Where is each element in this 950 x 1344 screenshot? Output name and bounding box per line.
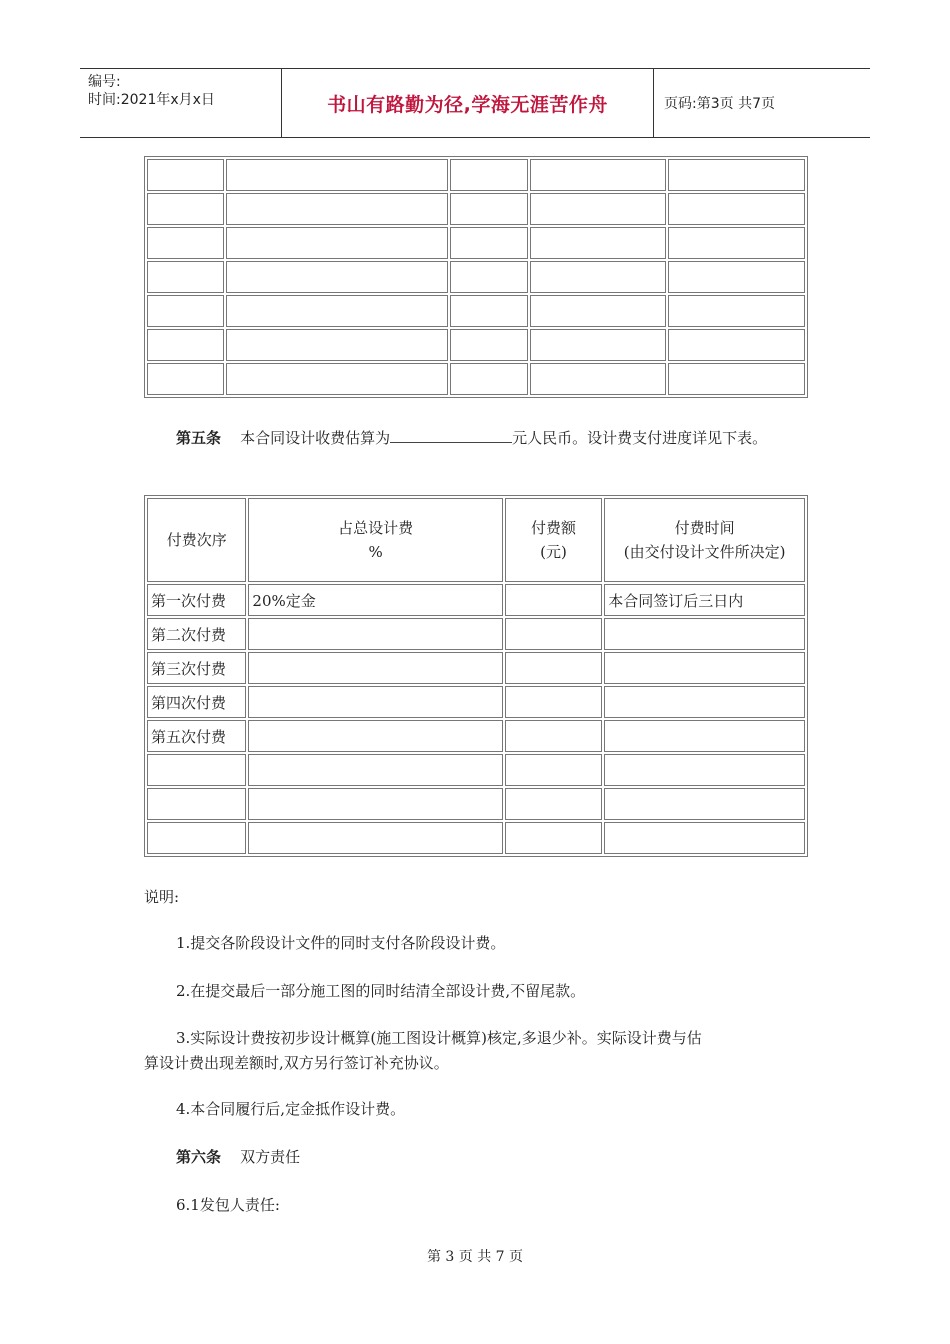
table-cell: 第四次付费 <box>147 686 246 718</box>
table-cell <box>530 261 667 293</box>
table-cell <box>450 159 527 191</box>
note-item-3-cont: 算设计费出现差额时,双方另行签订补充协议。 <box>144 1054 449 1072</box>
table-cell <box>668 363 805 395</box>
table-row <box>147 686 805 718</box>
article6-sub: 6.1发包人责任: <box>176 1196 280 1214</box>
article5-paragraph <box>176 427 767 449</box>
table-row <box>147 720 805 752</box>
article6-paragraph <box>176 1146 300 1168</box>
table-cell <box>450 295 527 327</box>
table-cell: 本合同签订后三日内 <box>604 584 805 616</box>
table-row <box>147 754 805 786</box>
table-cell <box>604 788 805 820</box>
table-cell <box>450 329 527 361</box>
table-cell <box>147 329 224 361</box>
table-cell <box>505 584 603 616</box>
header-meta <box>80 69 282 137</box>
table-cell <box>226 329 448 361</box>
note-item-2: 2.在提交最后一部分施工图的同时结清全部设计费,不留尾款。 <box>176 982 586 1000</box>
table-row <box>147 363 805 395</box>
table-cell: 第一次付费 <box>147 584 246 616</box>
table-cell <box>530 159 667 191</box>
table-cell <box>226 295 448 327</box>
table-cell <box>604 652 805 684</box>
table-cell <box>604 754 805 786</box>
table-cell <box>505 652 603 684</box>
page-header <box>80 68 870 138</box>
table-row <box>147 295 805 327</box>
header-cell-time <box>604 498 805 582</box>
time-label: 时间:2021年x月x日 <box>88 92 215 108</box>
table-row <box>147 227 805 259</box>
table-cell <box>226 227 448 259</box>
table-row <box>147 618 805 650</box>
table-cell <box>505 754 603 786</box>
table-row <box>147 159 805 191</box>
header-cell-percent-line1: 占总设计费 % <box>338 519 414 561</box>
table-cell <box>450 193 527 225</box>
payment-table <box>144 495 808 857</box>
table-cell <box>147 261 224 293</box>
table-cell <box>505 788 603 820</box>
table-cell <box>530 329 667 361</box>
table-cell <box>226 261 448 293</box>
notes-title: 说明: <box>144 888 180 906</box>
table-cell <box>248 754 502 786</box>
fee-blank-line <box>390 428 512 443</box>
table-cell <box>530 363 667 395</box>
table-cell <box>604 686 805 718</box>
table-cell <box>248 788 502 820</box>
blank-table <box>144 156 808 398</box>
table-cell <box>248 822 502 854</box>
table-cell: 第五次付费 <box>147 720 246 752</box>
table-cell <box>226 159 448 191</box>
article5-text-before: 本合同设计收费估算为 <box>240 429 391 447</box>
table-cell <box>604 618 805 650</box>
note-item-1: 1.提交各阶段设计文件的同时支付各阶段设计费。 <box>176 934 506 952</box>
page-footer: 第 3 页 共 7 页 <box>426 1249 524 1265</box>
table-row <box>147 584 805 616</box>
table-cell <box>147 788 246 820</box>
table-cell <box>668 295 805 327</box>
header-cell-amount <box>505 498 603 582</box>
table-row <box>147 652 805 684</box>
table-cell <box>226 193 448 225</box>
article5-text-after: 元人民币。设计费支付进度详见下表。 <box>512 429 768 447</box>
table-cell <box>147 193 224 225</box>
table-cell <box>450 363 527 395</box>
payment-table-header <box>147 498 805 582</box>
table-cell <box>604 822 805 854</box>
table-cell <box>147 159 224 191</box>
header-cell-time-line: 付费时间 (由交付设计文件所决定) <box>623 519 786 561</box>
table-cell <box>530 227 667 259</box>
table-cell <box>450 227 527 259</box>
table-row <box>147 329 805 361</box>
article6-heading: 第六条 <box>176 1148 222 1166</box>
header-cell-amount-line: 付费额 (元) <box>531 519 577 561</box>
table-cell <box>248 686 502 718</box>
table-cell <box>147 754 246 786</box>
header-page-info: 页码:第3页 共7页 <box>664 96 775 112</box>
table-cell <box>505 720 603 752</box>
table-cell: 第二次付费 <box>147 618 246 650</box>
header-cell-percent <box>248 498 502 582</box>
table-cell <box>505 686 603 718</box>
table-cell <box>147 227 224 259</box>
table-cell <box>147 363 224 395</box>
table-cell: 20%定金 <box>248 584 502 616</box>
table-cell <box>668 193 805 225</box>
table-cell <box>668 261 805 293</box>
table-cell <box>668 227 805 259</box>
article5-heading: 第五条 <box>176 429 222 447</box>
note-item-3: 3.实际设计费按初步设计概算(施工图设计概算)核定,多退少补。实际设计费与估 <box>176 1029 702 1047</box>
table-cell <box>668 159 805 191</box>
note-item-4: 4.本合同履行后,定金抵作设计费。 <box>176 1100 406 1118</box>
article6-text: 双方责任 <box>240 1148 301 1166</box>
table-row <box>147 788 805 820</box>
table-cell <box>248 720 502 752</box>
table-cell <box>505 822 603 854</box>
table-cell <box>604 720 805 752</box>
table-cell <box>530 193 667 225</box>
table-cell <box>505 618 603 650</box>
table-cell <box>147 295 224 327</box>
number-label: 编号: <box>88 74 121 90</box>
table-row <box>147 193 805 225</box>
table-cell <box>147 822 246 854</box>
table-cell <box>226 363 448 395</box>
table-cell <box>668 329 805 361</box>
table-cell: 第三次付费 <box>147 652 246 684</box>
header-cell-order: 付费次序 <box>147 498 246 582</box>
header-motto: 书山有路勤为径,学海无涯苦作舟 <box>282 69 654 137</box>
table-row <box>147 261 805 293</box>
table-cell <box>248 652 502 684</box>
table-cell <box>248 618 502 650</box>
table-cell <box>530 295 667 327</box>
table-row <box>147 822 805 854</box>
table-cell <box>450 261 527 293</box>
